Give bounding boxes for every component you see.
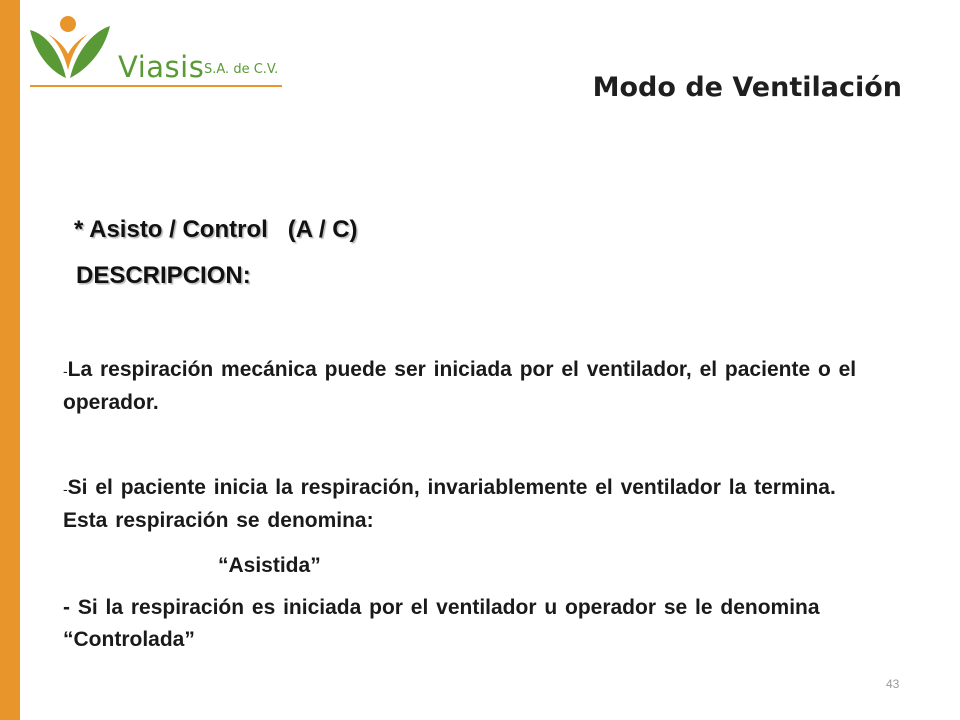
bullet-paragraph-3: - Si la respiración es iniciada por el ventilador u operador se le denomina “Controlada” [63, 596, 820, 651]
logo-brand-text: Viasis [118, 50, 205, 84]
mode-subheading: * Asisto / Control (A / C) [74, 216, 358, 243]
bullet-2-text: Si el paciente inicia la respiración, invariablemente el ventilador la termina. Esta respiración se denomina: [63, 476, 836, 532]
viasis-leaf-icon [26, 12, 126, 87]
bullet-1-text: La respiración mecánica puede ser iniciada por el ventilador, el paciente o el operador. [63, 358, 857, 414]
slide-title: Modo de Ventilación [592, 72, 902, 103]
page-number: 43 [886, 677, 900, 691]
side-accent-bar [0, 0, 20, 720]
logo-suffix-text: S.A. de C.V. [204, 62, 279, 77]
bullet-paragraph-2 [63, 472, 883, 537]
bullet-paragraph-1 [63, 354, 883, 419]
bullet-dash: - [63, 481, 68, 497]
bullet-dash: - [63, 363, 68, 379]
description-heading: DESCRIPCION: [76, 262, 251, 289]
company-logo [26, 12, 286, 92]
asistida-emphasis: “Asistida” [218, 554, 321, 577]
logo-underline [30, 85, 282, 87]
